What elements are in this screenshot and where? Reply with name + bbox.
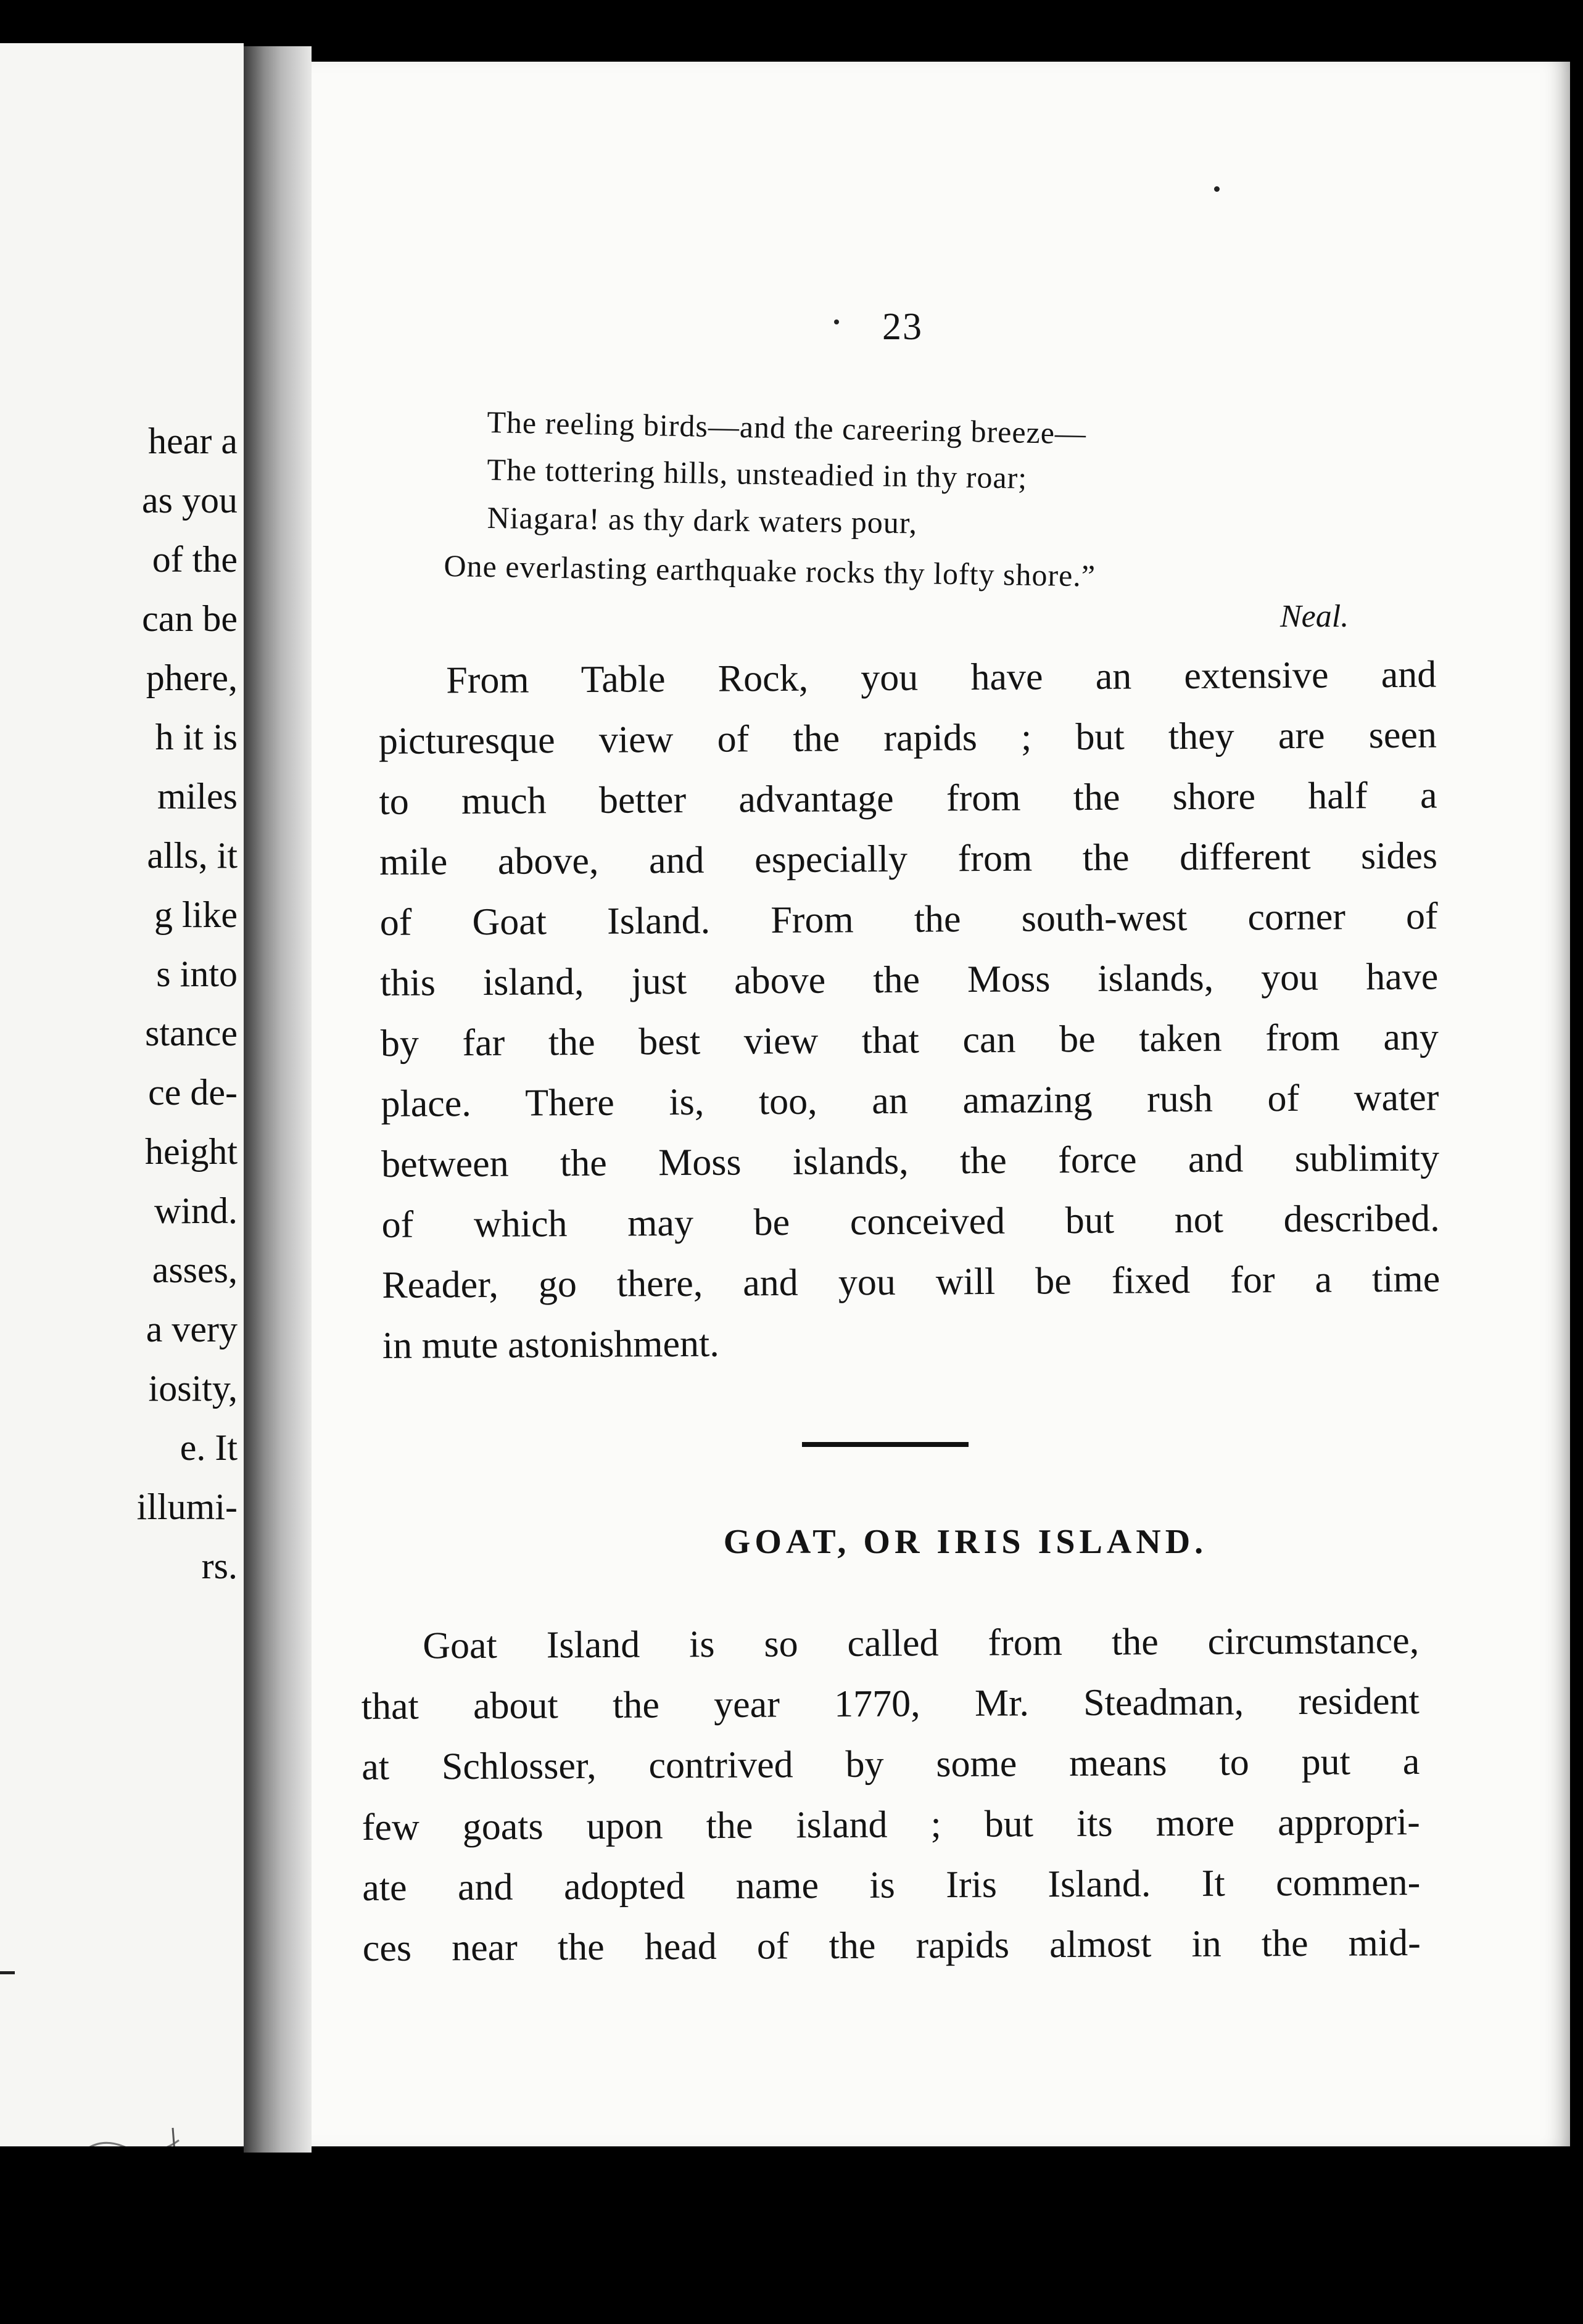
paragraph-line: From Table Rock, you have an extensive and [446,653,1437,702]
left-page-line: rs. [201,1546,238,1586]
right-page [312,62,1570,2146]
left-facing-page [0,43,244,2146]
body-paragraph [361,1610,1421,1979]
left-page-line: asses, [152,1250,238,1290]
paragraph-line: this island, just above the Moss islands, you have [380,955,1439,1004]
left-page-line: stance [145,1013,238,1053]
left-page-line: a very [146,1309,238,1349]
paragraph-line: of Goat Island. From the south-west corner of [379,895,1438,944]
left-page-line: s into [156,954,238,994]
left-page-line: iosity, [148,1368,238,1409]
ink-speck [1214,186,1220,192]
left-page-line: can be [142,598,238,639]
left-page-line: ce de- [148,1072,238,1113]
section-heading: GOAT, OR IRIS ISLAND. [723,1523,1208,1561]
paragraph-line: that about the year 1770, Mr. Steadman, resident [361,1680,1420,1728]
paragraph-line: Goat Island is so called from the circumstance, [423,1620,1420,1667]
book-gutter [244,46,312,2153]
left-page-line: height [145,1131,238,1172]
paragraph-line: picturesque view of the rapids ; but they are seen [378,714,1437,762]
paragraph-line: by far the best view that can be taken from any [380,1016,1439,1065]
section-divider [802,1442,969,1447]
left-page-rule [0,1971,15,1974]
left-page-line: miles [157,776,238,817]
paragraph-line: ces near the head of the rapids almost in the mid- [362,1922,1421,1969]
poem-line: One everlasting earthquake rocks thy lofty shore.” [444,548,1096,593]
left-page-line: g like [154,894,238,935]
left-page-line: as you [142,480,238,521]
body-paragraph [378,645,1440,1376]
page-number: 23 [882,306,923,348]
paragraph-line: mile above, and especially from the different sides [379,834,1438,883]
left-page-line: hear a [148,421,238,461]
paragraph-line: few goats upon the island ; but its more appropri- [362,1801,1420,1848]
paragraph-line: to much better advantage from the shore half a [379,774,1437,823]
poem-line: Niagara! as thy dark waters pour, [487,500,918,540]
left-page-line: phere, [146,657,238,698]
poem-line: The reeling birds—and the careering breeze— [486,404,1087,451]
paragraph-line: of which may be conceived but not described. [381,1197,1440,1246]
paragraph-line: Reader, go there, and you will be fixed for a time [382,1258,1440,1306]
left-page-line: e. It [180,1427,238,1468]
paragraph-line: place. There is, too, an amazing rush of water [381,1076,1439,1125]
poem-line: The tottering hills, unsteadied in thy roar; [487,451,1028,495]
paragraph-line: between the Moss islands, the force and sublimity [381,1137,1440,1185]
paragraph-line: at Schlosser, contrived by some means to put a [362,1741,1420,1788]
pencil-mark-icon [68,2122,185,2146]
left-page-line: illumi- [136,1486,238,1527]
left-page-line: of the [152,539,238,580]
paragraph-line: in mute astonishment. [382,1322,719,1367]
poem-attribution: Neal. [1280,599,1349,634]
left-page-line: h it is [155,717,238,757]
ink-speck [834,319,839,324]
left-page-line: wind. [154,1190,238,1231]
left-page-line: alls, it [147,835,238,876]
paragraph-line: ate and adopted name is Iris Island. It commen- [362,1861,1421,1909]
